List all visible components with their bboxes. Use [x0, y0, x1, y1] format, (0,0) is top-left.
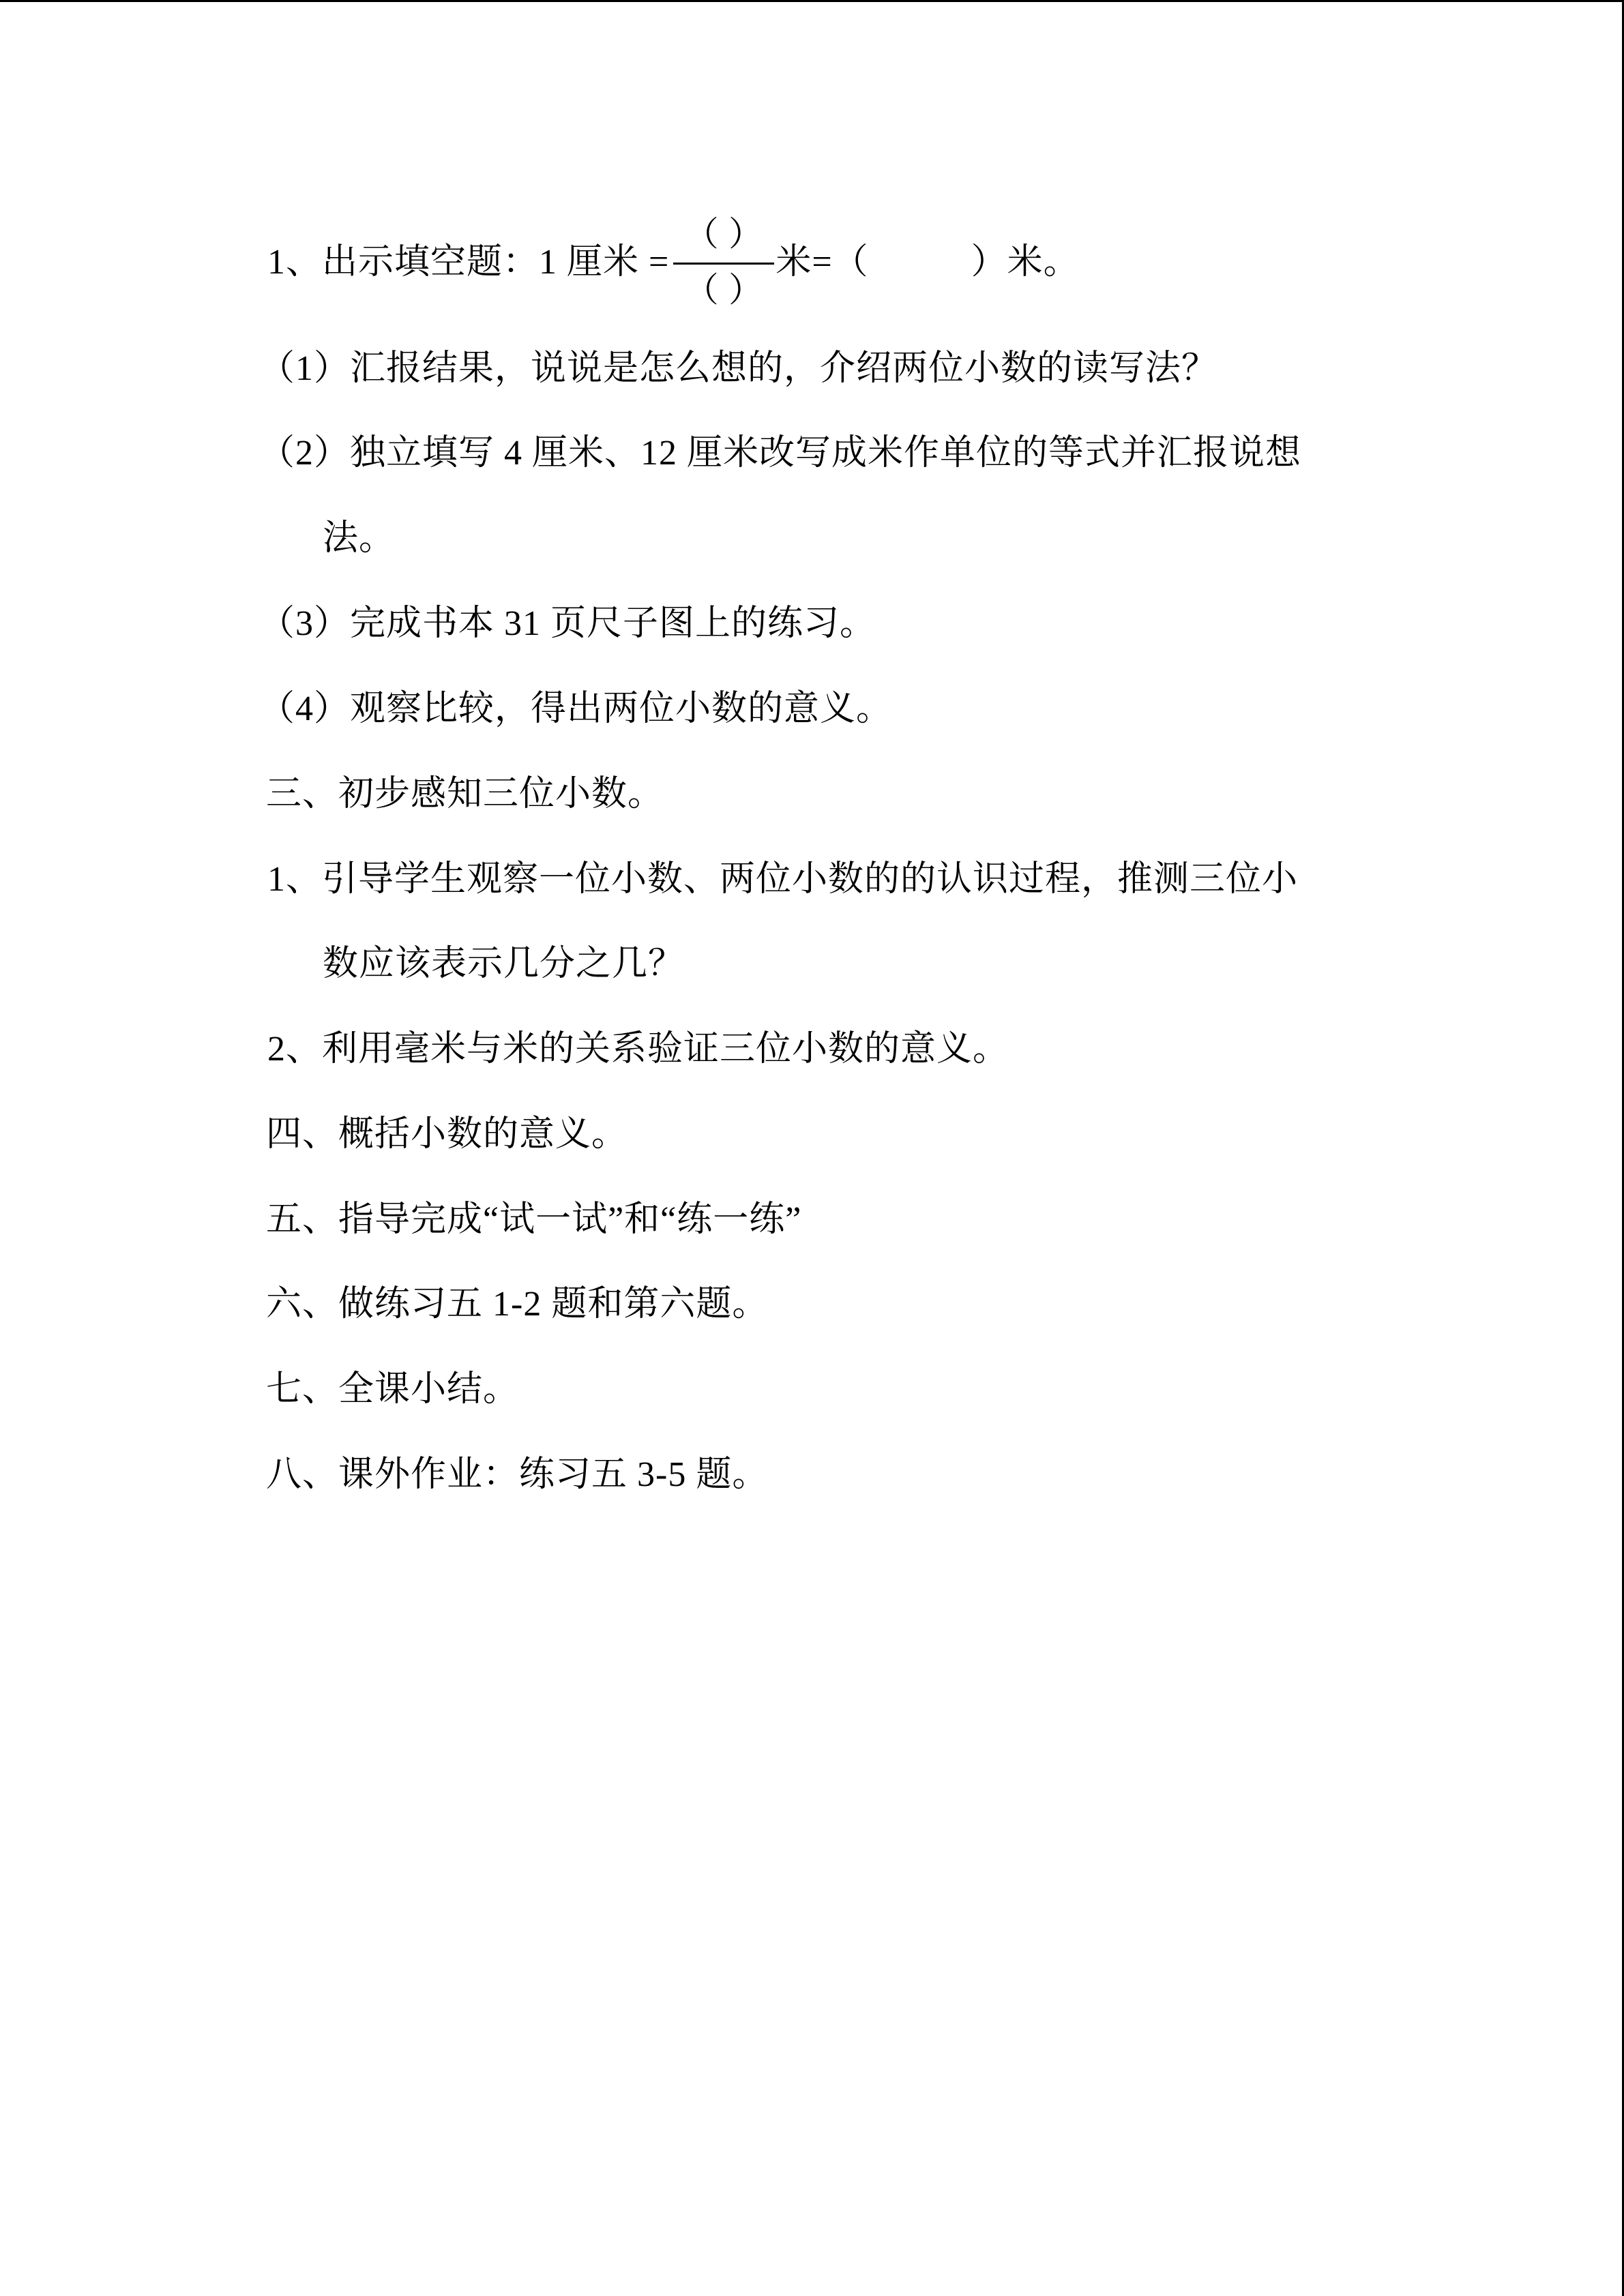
fraction-numerator: （ ） [684, 215, 764, 253]
fraction-denominator: （ ） [684, 271, 764, 309]
item-fill-equation-cont: 法。 [323, 519, 396, 558]
item-guide-students: 1、引导学生观察一位小数、两位小数的的认识过程，推测三位小 [267, 860, 1299, 899]
fraction-bar [673, 263, 774, 265]
item-fill-equation: （2）独立填写 4 厘米、12 厘米改写成米作单位的等式并汇报说想 [259, 434, 1302, 473]
section-eight-title: 八、课外作业：练习五 3-5 题。 [266, 1455, 769, 1494]
fraction [673, 215, 774, 309]
question-suffix: ）米。 [971, 243, 1080, 282]
question-mid: 米=（ [776, 243, 869, 282]
item-book-exercise: （3）完成书本 31 页尺子图上的练习。 [259, 604, 876, 643]
item-guide-students-cont: 数应该表示几分之几？ [323, 944, 685, 983]
section-six-title: 六、做练习五 1-2 题和第六题。 [266, 1285, 769, 1324]
fill-blank-question [267, 215, 1080, 309]
item-observe-compare: （4）观察比较，得出两位小数的意义。 [259, 689, 893, 728]
section-five-title: 五、指导完成“试一试”和“练一练” [266, 1200, 802, 1239]
item-report-results: （1）汇报结果，说说是怎么想的，介绍两位小数的读写法？ [259, 349, 1218, 388]
item-verify-meaning: 2、利用毫米与米的关系验证三位小数的意义。 [267, 1030, 1009, 1069]
section-three-title: 三、初步感知三位小数。 [266, 775, 664, 814]
question-prefix: 1、出示填空题：1 厘米 = [267, 243, 670, 282]
section-four-title: 四、概括小数的意义。 [266, 1115, 628, 1154]
section-seven-title: 七、全课小结。 [266, 1370, 520, 1409]
